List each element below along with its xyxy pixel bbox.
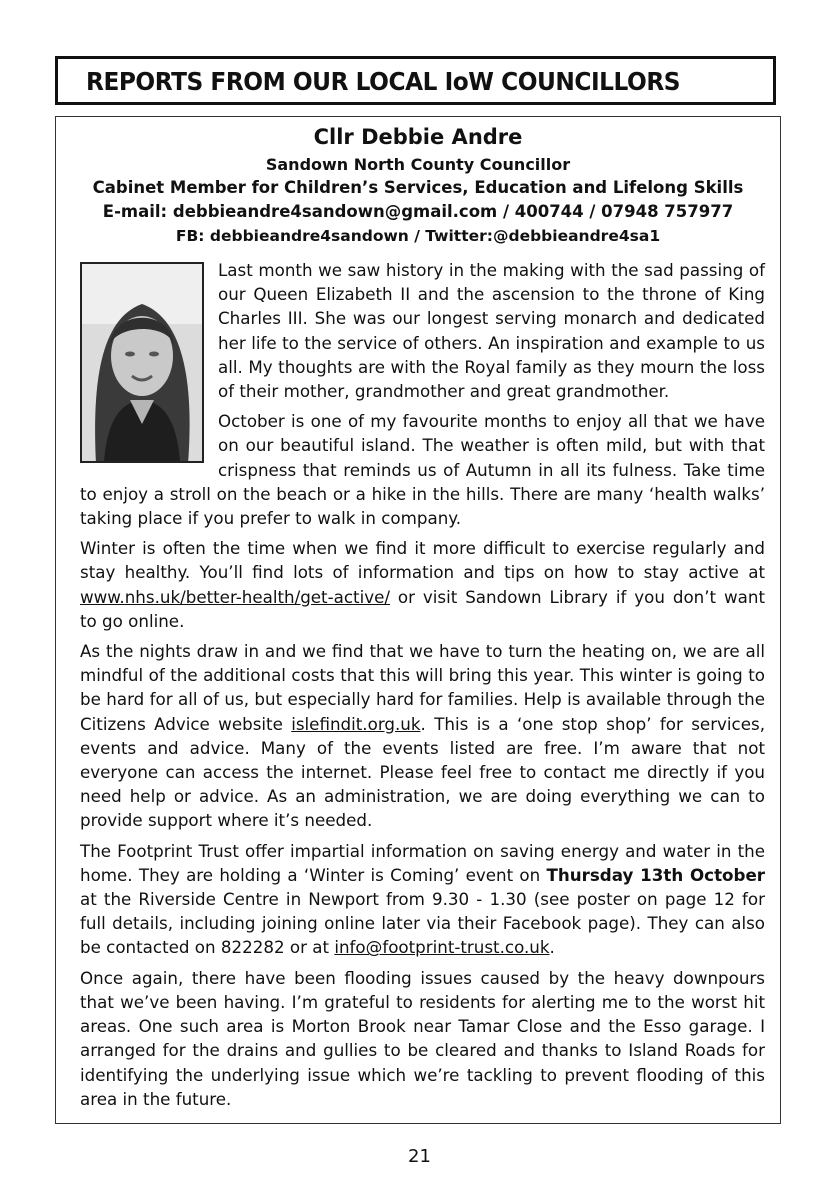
footprint-trust-email-link[interactable]: info@footprint-trust.co.uk xyxy=(334,937,550,958)
report-body xyxy=(80,258,765,1117)
councillor-name: Cllr Debbie Andre xyxy=(313,125,523,149)
event-date: Thursday 13th October xyxy=(546,864,766,885)
paragraph-6: Once again, there have been flooding issues caused by the heavy downpours that we’ve been having. I’m grateful to residents for alerting me to the worst hit areas. One such area is Morton Brook near Tamar Close and the Esso garage. I arranged for the drains and gullies to be cleared and thanks to Island Roads for identifying the underlying issue which we’re tackling to prevent flooding of this area in the future. xyxy=(80,967,765,1109)
councillor-portrait-photo xyxy=(80,262,204,463)
councillor-role: Sandown North County Councillor xyxy=(265,155,571,174)
islefindit-link[interactable]: islefindit.org.uk xyxy=(291,713,421,734)
page-number: 21 xyxy=(408,1146,431,1167)
councillor-report-box xyxy=(55,116,781,1124)
paragraph-3: Winter is often the time when we find it more difficult to exercise regularly and stay healthy. You’ll find lots of information and tips on how to stay active at www.nhs.uk/better-health/get-active/ or visit Sandown Library if you don’t want to go online. xyxy=(80,538,765,631)
contact-social-line: FB: debbieandre4sandown / Twitter:@debbieandre4sa1 xyxy=(175,227,661,245)
paragraph-2: October is one of my favourite months to enjoy all that we have on our beautiful island. The weather is often mild, but with that crispness that reminds us of Autumn in all its fulness. Take time to enjoy a stroll on the beach or a hike in the hills. There are many ‘health walks’ taking place if you prefer to walk in company. xyxy=(80,411,765,529)
paragraph-5: The Footprint Trust offer impartial information on saving energy and water in the home. They are holding a ‘Winter is Coming’ event on Thursday 13th October at the Riverside Centre in Newport from 9.30 - 1.30 (see poster on page 12 for full details, including joining online later via their Facebook page). They can also be contacted on 822282 or at info@footprint-trust.co.uk. xyxy=(80,840,766,958)
section-header xyxy=(55,56,776,105)
contact-email-line: E-mail: debbieandre4sandown@gmail.com / 400744 / 07948 757977 xyxy=(102,202,734,221)
paragraph-1: Last month we saw history in the making with the sad passing of our Queen Elizabeth II and the ascension to the throne of King Charles III. She was our longest serving monarch and dedicated her life to the service of others. An inspiration and example to us all. My thoughts are with the Royal family as they mourn the loss of their mother, grandmother and great grandmother. xyxy=(80,258,765,403)
paragraph-4: As the nights draw in and we find that we have to turn the heating on, we are all mindful of the additional costs that this will bring this year. This winter is going to be hard for all of us, but especially hard for families. Help is available through the Citizens Advice website islefindit.org.uk. This is a ‘one stop shop’ for services, events and advice. Many of the events listed are free. I’m aware that not everyone can access the internet. Please feel free to contact me directly if you need help or advice. As an administration, we are doing everything we can to provide support where it’s needed. xyxy=(80,641,766,831)
councillor-cabinet: Cabinet Member for Children’s Services, Education and Lifelong Skills xyxy=(92,178,744,197)
nhs-get-active-link[interactable]: www.nhs.uk/better-health/get-active/ xyxy=(80,586,390,607)
section-title: REPORTS FROM OUR LOCAL IoW COUNCILLORS xyxy=(86,67,681,96)
